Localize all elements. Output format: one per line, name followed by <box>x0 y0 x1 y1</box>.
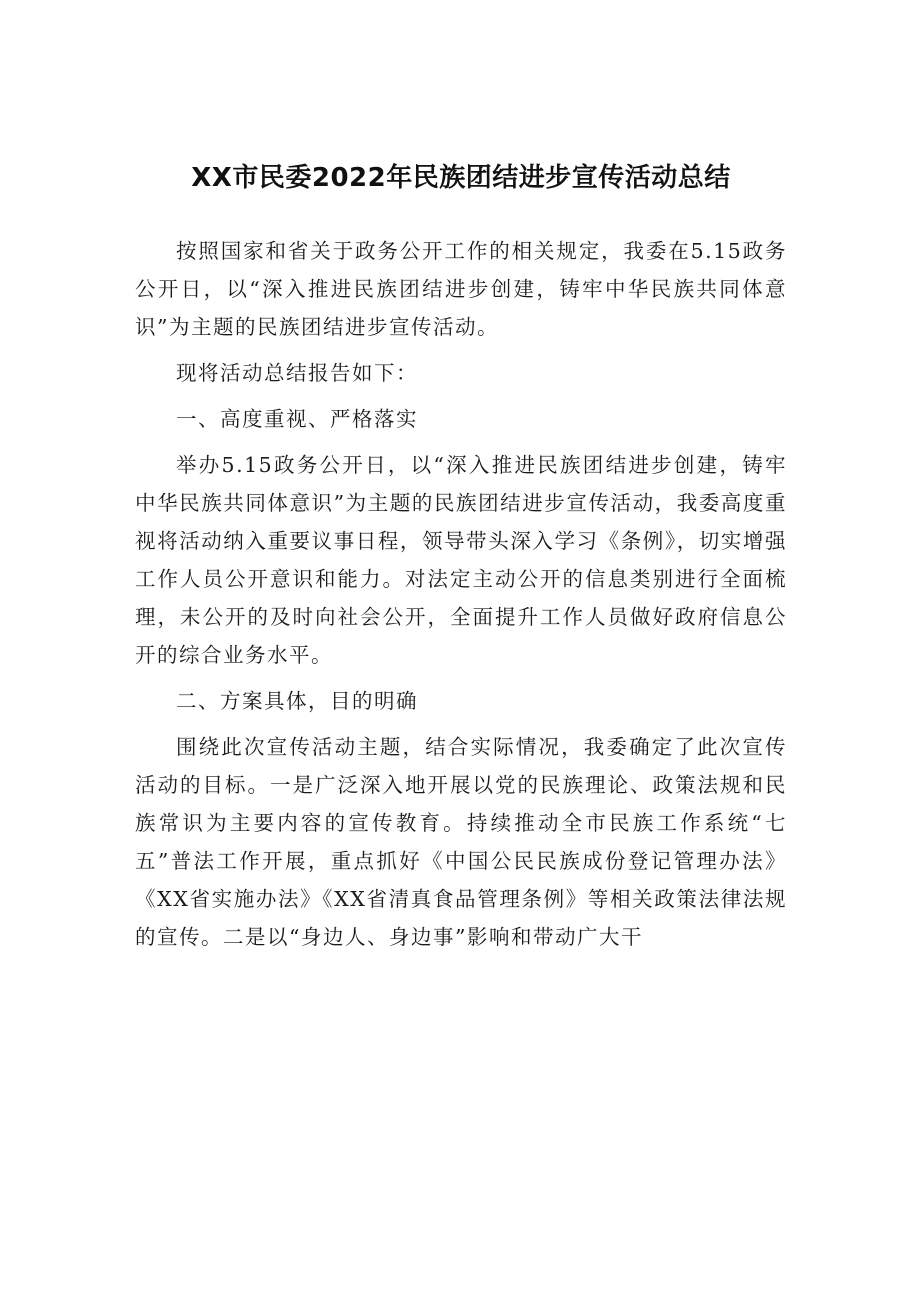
paragraph-section-1: 举办5.15政务公开日，以“深入推进民族团结进步创建，铸牢中华民族共同体意识”为主题的民族团结进步宣传活动，我委高度重视将活动纳入重要议事日程，领导带头深入学习《条例》，切实增强工作人员公开意识和能力。对法定主动公开的信息类别进行全面梳理，未公开的及时向社会公开，全面提升工作人员做好政府信息公开的综合业务水平。 <box>135 453 787 667</box>
paragraph-section-2: 围绕此次宣传活动主题，结合实际情况，我委确定了此次宣传活动的目标。一是广泛深入地开展以党的民族理论、政策法规和民族常识为主要内容的宣传教育。持续推动全市民族工作系统“七五”普法工作开展，重点抓好《中国公民民族成份登记管理办法》《XX省实施办法》《XX省清真食品管理条例》等相关政策法律法规的宣传。二是以“身边人、身边事”影响和带动广大干 <box>135 735 787 949</box>
paragraph-report-lead: 现将活动总结报告如下： <box>176 361 418 385</box>
paragraph-intro: 按照国家和省关于政务公开工作的相关规定，我委在5.15政务公开日，以“深入推进民族团结进步创建，铸牢中华民族共同体意识”为主题的民族团结进步宣传活动。 <box>135 239 787 339</box>
section-heading-2: 二、方案具体，目的明确 <box>176 689 418 713</box>
section-heading-1: 一、高度重视、严格落实 <box>176 407 418 431</box>
document-body <box>135 150 787 964</box>
document-title: XX市民委2022年民族团结进步宣传活动总结 <box>191 163 731 193</box>
